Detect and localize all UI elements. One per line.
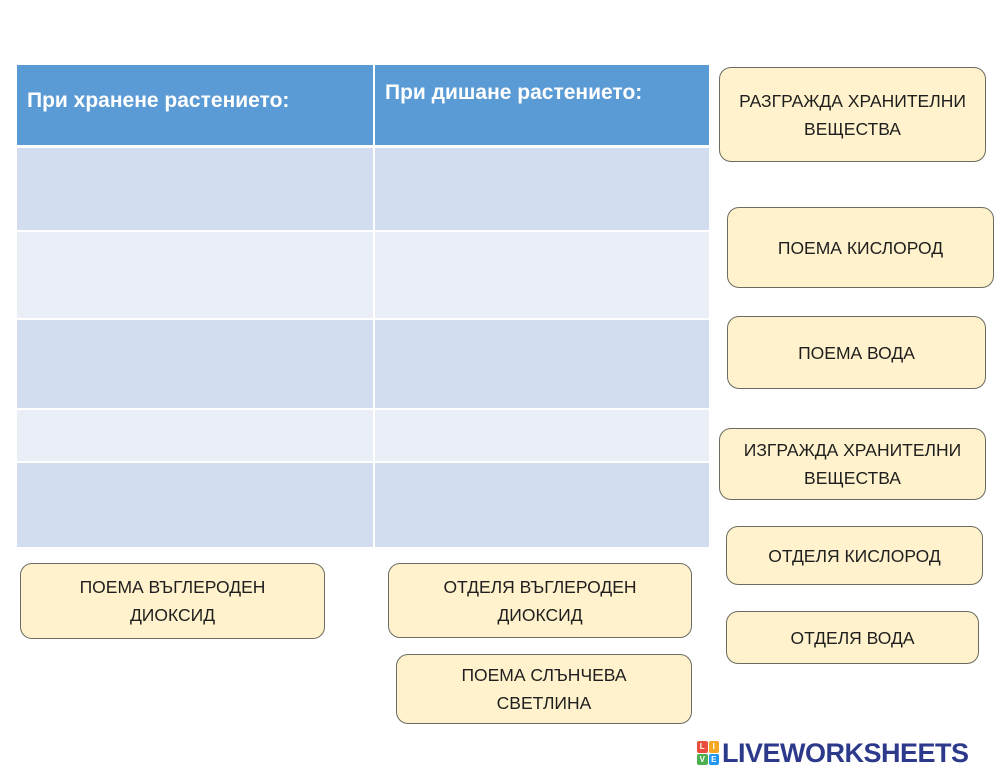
card-poema-kislorod[interactable]: [727, 207, 994, 288]
logo-text: LIVEWORKSHEETS: [722, 737, 969, 768]
drop-cell-respiration-5[interactable]: [375, 463, 709, 547]
liveworksheets-badge-icon: [697, 741, 719, 765]
drop-cell-nutrition-3[interactable]: [17, 320, 373, 408]
drop-cell-respiration-1[interactable]: [375, 148, 709, 230]
drop-cell-nutrition-2[interactable]: [17, 232, 373, 318]
drop-cell-respiration-2[interactable]: [375, 232, 709, 318]
logo-badge-v: V: [697, 754, 708, 766]
drop-cell-nutrition-1[interactable]: [17, 148, 373, 230]
logo-badge-i: I: [709, 741, 720, 753]
logo-badge-e: E: [709, 754, 720, 766]
card-poema-co2[interactable]: [20, 563, 325, 639]
logo-badge-l: L: [697, 741, 708, 753]
sorting-table: [17, 65, 709, 547]
card-poema-voda[interactable]: [727, 316, 986, 389]
header-respiration: [375, 65, 709, 145]
card-otdelya-kislorod-label: ОТДЕЛЯ КИСЛОРОД: [768, 545, 941, 566]
card-poema-co2-label: ПОЕМА ВЪГЛЕРОДЕН ДИОКСИД: [79, 577, 266, 625]
drop-cell-respiration-4[interactable]: [375, 410, 709, 461]
card-poema-kislorod-label: ПОЕМА КИСЛОРОД: [777, 237, 944, 258]
card-izgrazhda-label: ИЗГРАЖДА ХРАНИТЕЛНИ ВЕЩЕСТВА: [743, 440, 962, 488]
card-otdelya-voda[interactable]: [726, 611, 979, 664]
header-respiration-label: При дишане растението:: [385, 81, 643, 104]
drop-cell-respiration-3[interactable]: [375, 320, 709, 408]
card-razgrazhda[interactable]: [719, 67, 986, 162]
drop-cell-nutrition-4[interactable]: [17, 410, 373, 461]
header-nutrition: [17, 65, 373, 145]
card-otdelya-voda-label: ОТДЕЛЯ ВОДА: [790, 627, 915, 648]
card-poema-voda-label: ПОЕМА ВОДА: [798, 342, 915, 363]
card-otdelya-co2[interactable]: [388, 563, 692, 638]
card-otdelya-co2-label: ОТДЕЛЯ ВЪГЛЕРОДЕН ДИОКСИД: [443, 576, 637, 625]
drop-cell-nutrition-5[interactable]: [17, 463, 373, 547]
card-otdelya-kislorod[interactable]: [726, 526, 983, 585]
card-razgrazhda-label: РАЗГРАЖДА ХРАНИТЕЛНИ ВЕЩЕСТВА: [739, 90, 966, 139]
card-poema-svetlina[interactable]: [396, 654, 692, 724]
card-izgrazhda[interactable]: [719, 428, 986, 500]
header-nutrition-label: При хранене растението:: [27, 89, 290, 112]
card-poema-svetlina-label: ПОЕМА СЛЪНЧЕВА СВЕТЛИНА: [461, 665, 627, 713]
liveworksheets-logo: [697, 738, 969, 768]
